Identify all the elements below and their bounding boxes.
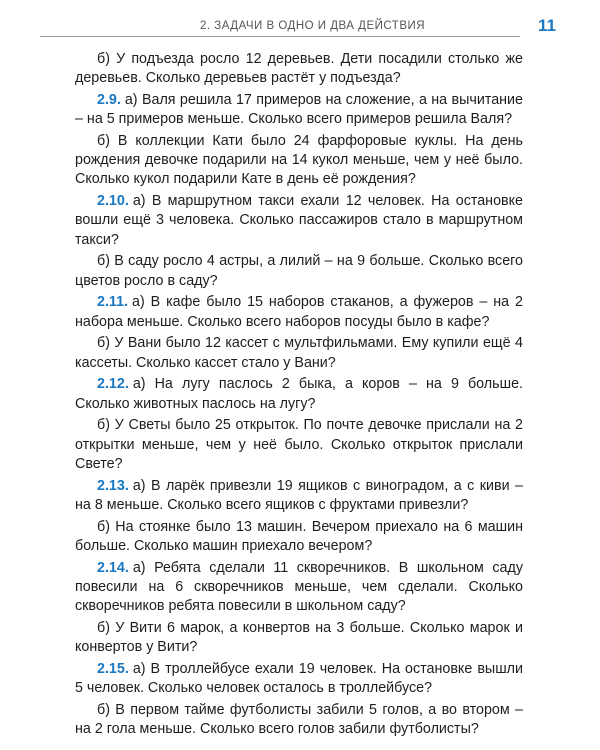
problem-paragraph — [75, 559, 523, 617]
problem-text: б) В коллекции Кати было 24 фарфоровые куклы. На день рождения девочке подарили на 14 кукол меньше, чем у неё было. Сколько кукол подарили Кате в день её рождения? — [75, 133, 523, 188]
problem-number: 2.14. — [97, 559, 129, 576]
problem-paragraph — [75, 132, 523, 190]
problem-text: б) У Вани было 12 кассет с мультфильмами. Ему купили ещё 4 кассеты. Сколько кассет стало у Вани? — [75, 335, 523, 371]
problem-text: б) В первом тайме футболисты забили 5 голов, а во втором – на 2 гола меньше. Сколько всего голов забили футболисты? — [75, 701, 523, 738]
problem-text: б) У Светы было 25 открыток. По почте девочке прислали на 2 открытки меньше, чем у неё было. Сколько открыток прислали Свете? — [75, 417, 523, 472]
page-header — [40, 18, 560, 40]
problem-paragraph — [75, 477, 523, 515]
problem-text: а) В маршрутном такси ехали 12 человек. На остановке вошли ещё 3 человека. Сколько пассажиров стало в маршрутном такси? — [75, 193, 523, 248]
problem-text: а) На лугу паслось 2 быка, а коров – на 9 больше. Сколько животных паслось на лугу? — [75, 376, 523, 412]
problem-number: 2.15. — [97, 660, 129, 677]
problem-number: 2.13. — [97, 477, 129, 494]
page-number: 11 — [538, 16, 556, 35]
problem-paragraph — [75, 375, 523, 413]
problem-paragraph — [75, 660, 523, 698]
problem-text: а) В ларёк привезли 19 ящиков с виноградом, а с киви – на 8 меньше. Сколько всего ящиков с фруктами привезли? — [75, 477, 523, 513]
problem-text: б) У подъезда росло 12 деревьев. Дети посадили столько же деревьев. Сколько деревьев растёт у подъезда? — [75, 51, 523, 87]
problem-paragraph — [75, 252, 523, 290]
problems-list — [75, 50, 523, 742]
problem-paragraph — [75, 192, 523, 250]
problem-paragraph — [75, 416, 523, 474]
problem-text: а) В кафе было 15 наборов стаканов, а фужеров – на 2 набора меньше. Сколько всего наборов посуды было в кафе? — [75, 294, 523, 330]
problem-paragraph — [75, 518, 523, 556]
problem-paragraph — [75, 619, 523, 657]
problem-text: б) В саду росло 4 астры, а лилий – на 9 больше. Сколько всего цветов росло в саду? — [75, 253, 523, 289]
problem-text: б) У Вити 6 марок, а конвертов на 3 больше. Сколько марок и конвертов у Вити? — [75, 619, 523, 656]
problem-paragraph — [75, 701, 523, 739]
problem-text: б) На стоянке было 13 машин. Вечером приехало на 6 машин больше. Сколько машин приехало вечером? — [75, 518, 523, 554]
problem-text: а) Валя решила 17 примеров на сложение, а на вычитание – на 5 примеров меньше. Сколько всего примеров решила Валя? — [75, 92, 523, 128]
problem-number: 2.10. — [97, 193, 129, 210]
problem-number: 2.12. — [97, 376, 129, 393]
problem-text: а) В троллейбусе ехали 19 человек. На остановке вышли 5 человек. Сколько человек осталось в троллейбусе? — [75, 660, 523, 697]
problem-number: 2.9. — [97, 92, 121, 108]
problem-paragraph — [75, 91, 523, 129]
problem-paragraph — [75, 334, 523, 372]
header-divider — [40, 36, 520, 37]
problem-text: а) Ребята сделали 11 скворечников. В школьном саду повесили на 6 скворечников меньше, чем сделали. Сколько скворечников ребята повесили в школьном саду? — [75, 559, 523, 615]
chapter-title: 2. ЗАДАЧИ В ОДНО И ДВА ДЕЙСТВИЯ — [200, 20, 426, 32]
problem-paragraph — [75, 50, 523, 88]
problem-paragraph — [75, 293, 523, 331]
problem-number: 2.11. — [97, 294, 129, 311]
